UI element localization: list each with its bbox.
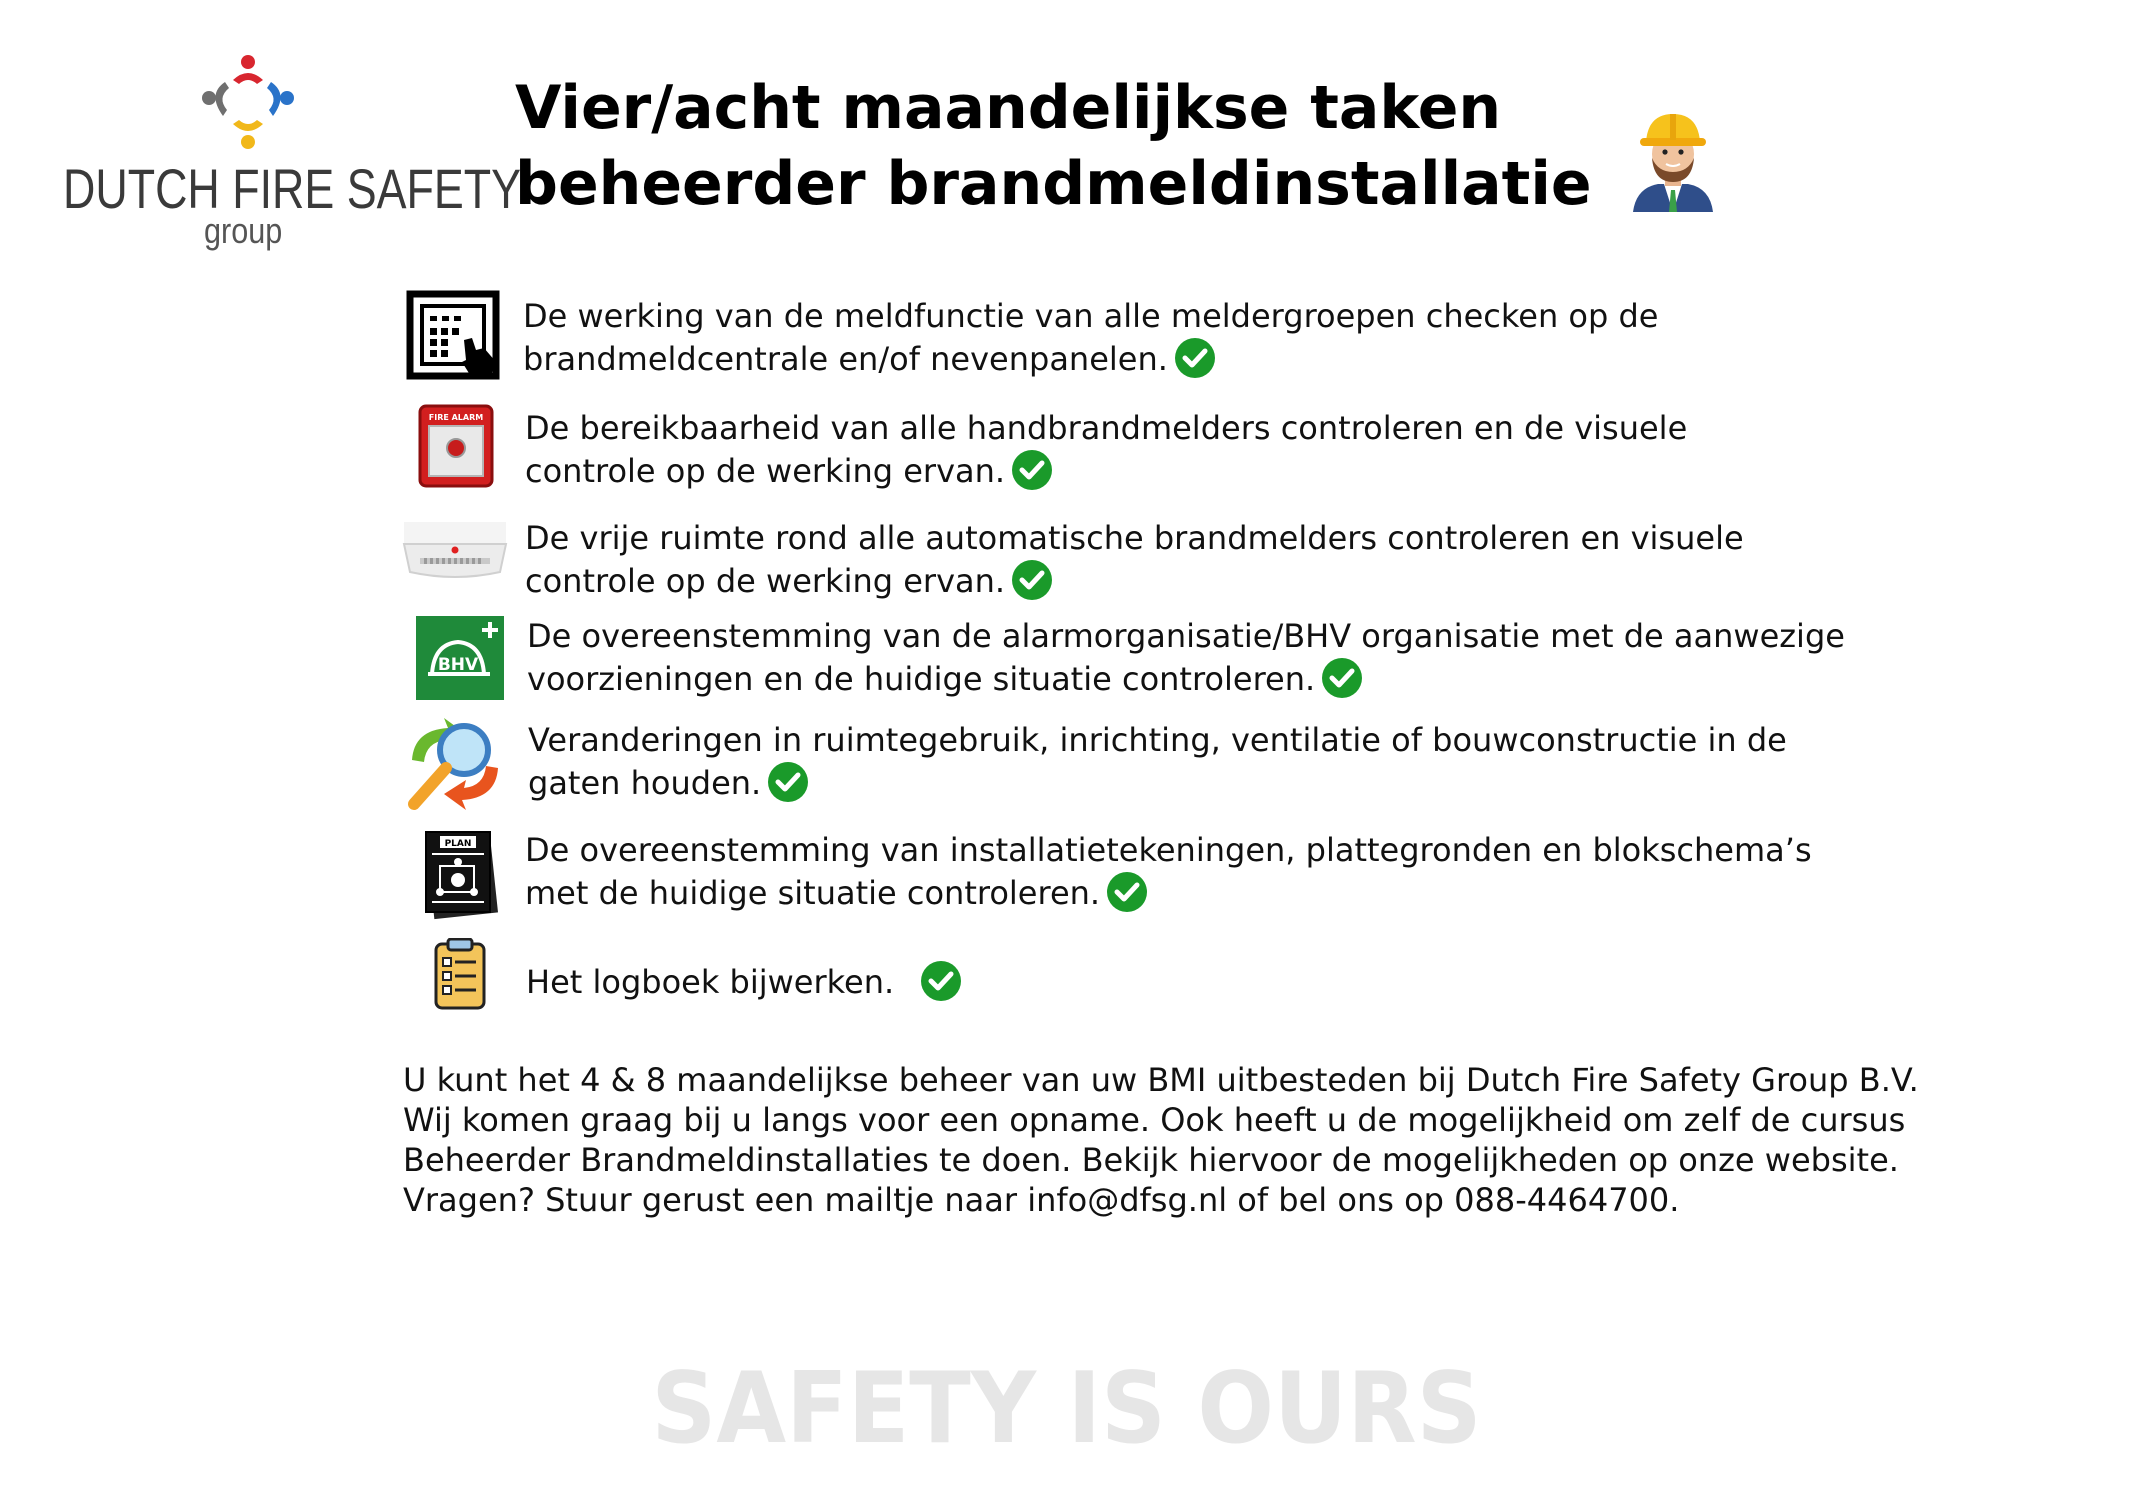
task-2-line-2: controle op de werking ervan.	[525, 452, 1006, 490]
clipboard-checklist-icon	[400, 938, 510, 1012]
task-item-1	[400, 288, 2040, 388]
checkmark-icon	[1011, 559, 1053, 601]
task-4-line-1: De overeenstemming van de alarmorganisatie/BHV organisatie met de aanwezige	[527, 617, 1845, 655]
company-logo	[58, 52, 521, 262]
footer-line-1: U kunt het 4 & 8 maandelijkse beheer van uw BMI uitbesteden bij Dutch Fire Safety Group B.V.	[403, 1061, 1919, 1099]
floor-plan-icon	[400, 822, 510, 922]
change-search-icon	[400, 712, 510, 816]
task-item-7	[400, 938, 2040, 1038]
task-6-line-1: De overeenstemming van installatietekeningen, plattegronden en blokschema’s	[525, 831, 1812, 869]
plan-label: PLAN	[444, 839, 472, 849]
page-title-line-1: Vier/acht maandelijkse taken	[515, 73, 1502, 143]
fire-alarm-label: FIRE ALARM	[428, 413, 484, 422]
logo-sub-text: group	[204, 210, 283, 251]
task-5-line-1: Veranderingen in ruimtegebruik, inrichting, ventilatie of bouwconstructie in de	[528, 721, 1787, 759]
task-item-3	[400, 510, 2040, 610]
fire-alarm-call-point-icon	[400, 400, 510, 496]
bhv-label: BHV	[437, 655, 479, 675]
task-item-2	[400, 400, 2040, 500]
construction-worker-icon	[1628, 112, 1718, 212]
task-3-line-1: De vrije ruimte rond alle automatische brandmelders controleren en visuele	[525, 519, 1744, 557]
task-4-line-2: voorzieningen en de huidige situatie controleren.	[527, 660, 1316, 698]
task-1-line-2: brandmeldcentrale en/of nevenpanelen.	[523, 340, 1168, 378]
checkmark-icon	[1174, 337, 1216, 379]
footer-line-2: Wij komen graag bij u langs voor een opname. Ook heeft u de mogelijkheid om zelf de cursus	[403, 1101, 1906, 1139]
footer-paragraph	[403, 1060, 1919, 1220]
task-item-4	[400, 608, 2040, 708]
task-7-line-1: Het logboek bijwerken.	[526, 963, 895, 1001]
task-item-6	[400, 822, 2040, 922]
footer-line-4: Vragen? Stuur gerust een mailtje naar info@dfsg.nl of bel ons op 088-4464700.	[403, 1181, 1680, 1219]
task-item-5	[400, 712, 2040, 812]
people-circle-logo-icon	[193, 52, 303, 152]
checkmark-icon	[1321, 657, 1363, 699]
checkmark-icon	[1106, 871, 1148, 913]
footer-line-3: Beheerder Brandmeldinstallaties te doen. Bekijk hiervoor de mogelijkheden op onze website.	[403, 1141, 1899, 1179]
task-2-line-1: De bereikbaarheid van alle handbrandmelders controleren en de visuele	[525, 409, 1688, 447]
logo-brand-text: DUTCH FIRE SAFETY	[63, 157, 521, 220]
checkmark-icon	[767, 761, 809, 803]
task-1-line-1: De werking van de meldfunctie van alle meldergroepen checken op de	[523, 297, 1659, 335]
page-title	[515, 70, 1592, 222]
slogan-watermark: SAFETY IS OURS	[651, 1352, 1482, 1466]
checkmark-icon	[920, 960, 962, 1002]
control-panel-icon	[400, 288, 510, 384]
bhv-sign-icon	[400, 608, 510, 704]
task-3-line-2: controle op de werking ervan.	[525, 562, 1006, 600]
page-title-line-2: beheerder brandmeldinstallatie	[515, 149, 1592, 219]
task-5-line-2: gaten houden.	[528, 764, 762, 802]
checkmark-icon	[1011, 449, 1053, 491]
task-6-line-2: met de huidige situatie controleren.	[525, 874, 1101, 912]
smoke-detector-icon	[400, 510, 510, 606]
